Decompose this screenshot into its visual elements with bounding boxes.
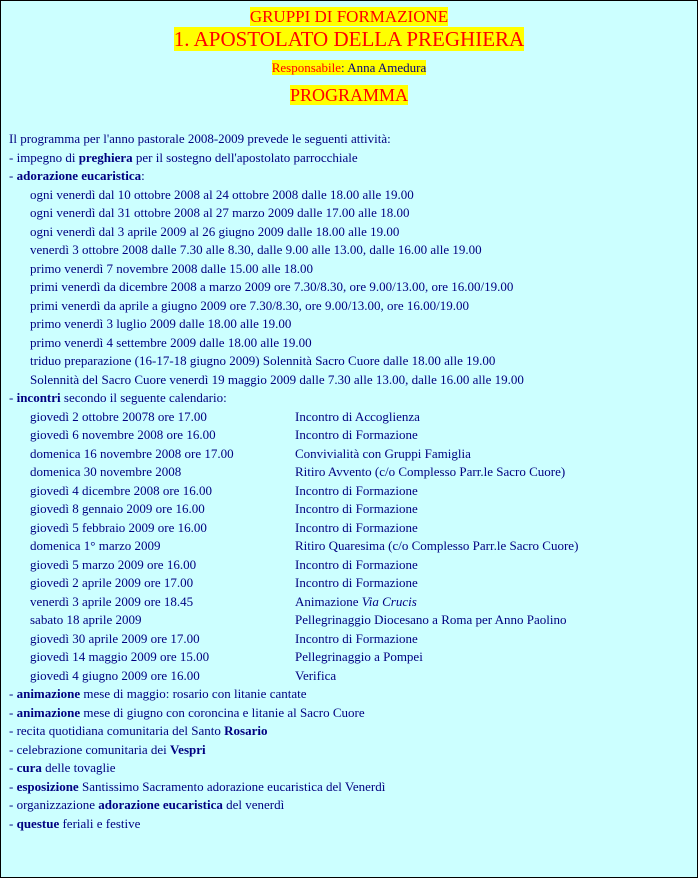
calendar-event-text: Incontro di Formazione [295, 482, 418, 498]
section-title-block [1, 27, 697, 52]
calendar-event-text: Ritiro Avvento (c/o Complesso Parr.le Sacro Cuore) [295, 464, 566, 479]
calendar-event [295, 426, 418, 445]
adorazione-item: ogni venerdì dal 10 ottobre 2008 al 24 ottobre 2008 dalle 18.00 alle 19.00 [30, 186, 414, 202]
activity-bold: questue [16, 815, 60, 831]
activity-pre: - [9, 686, 17, 701]
preghiera-pre: - impegno di [9, 149, 79, 165]
calendar-event [295, 611, 567, 630]
calendar-date: giovedì 4 dicembre 2008 ore 16.00 [30, 482, 212, 498]
activity-item [9, 704, 693, 723]
adorazione-list [9, 186, 693, 390]
group-title: GRUPPI DI FORMAZIONE [249, 7, 449, 26]
calendar-row [9, 648, 693, 667]
calendar-event [295, 648, 423, 667]
calendar-row [9, 556, 693, 575]
activity-bold: Vespri [169, 741, 206, 757]
calendar-event-text: Animazione [295, 593, 362, 609]
calendar-date: domenica 1° marzo 2009 [30, 538, 161, 553]
preghiera-item [9, 149, 693, 168]
intro-text: Il programma per l'anno pastorale 2008-2009 prevede le seguenti attività: [9, 131, 391, 146]
calendar-row [9, 667, 693, 686]
calendar-row [9, 482, 693, 501]
calendar-event [295, 667, 336, 686]
calendar-date: giovedì 5 marzo 2009 ore 16.00 [30, 556, 197, 572]
responsabile-label: Responsabile [271, 60, 342, 75]
calendar-row [9, 500, 693, 519]
calendar-event [295, 630, 418, 649]
activity-post: delle tovaglie [41, 760, 116, 775]
activity-pre: - recita quotidiana comunitaria del Santo [9, 723, 225, 738]
calendar-date: venerdì 3 aprile 2009 ore 18.45 [30, 593, 194, 609]
adorazione-pre: - [9, 168, 17, 183]
calendar-date: domenica 16 novembre 2008 ore 17.00 [30, 445, 234, 461]
calendar-event-text: Incontro di Formazione [295, 519, 418, 535]
calendar-row [9, 630, 693, 649]
responsabile-line [272, 60, 427, 75]
activity-post: del venerdì [222, 797, 285, 812]
activity-pre: - [9, 778, 17, 794]
adorazione-item: primi venerdì da aprile a giugno 2009 ore 7.30/8.30, ore 9.00/13.00, ore 16.00/19.00 [30, 297, 470, 313]
calendar-event [295, 408, 420, 427]
calendar-date: giovedì 2 aprile 2009 ore 17.00 [30, 575, 194, 590]
calendar-event [295, 574, 418, 593]
incontri-heading [9, 389, 693, 408]
calendar-row [9, 593, 693, 612]
responsabile-name: Anna Amedura [344, 60, 427, 75]
activity-pre: - [9, 704, 17, 720]
activity-post: feriali e festive [59, 815, 141, 831]
calendar-row [9, 463, 693, 482]
adorazione-item: primi venerdì da dicembre 2008 a marzo 2009 ore 7.30/8.30, ore 9.00/13.00, ore 16.00/19.00 [30, 279, 514, 294]
activity-post: mese di maggio: rosario con litanie cantate [80, 686, 307, 701]
activity-item [9, 778, 693, 797]
activity-bold: cura [16, 760, 42, 775]
activity-item [9, 685, 693, 704]
activity-post: mese di giugno con coroncina e litanie al Sacro Cuore [80, 704, 365, 720]
calendar-event-text: Verifica [295, 667, 337, 683]
calendar-date: sabato 18 aprile 2009 [30, 612, 142, 627]
activity-item [9, 741, 693, 760]
activity-post: Santissimo Sacramento adorazione eucaristica del Venerdì [78, 778, 386, 794]
programma-title: PROGRAMMA [289, 85, 409, 105]
calendar-event-text: Incontro di Formazione [295, 427, 418, 442]
calendar-row [9, 426, 693, 445]
program-body [9, 130, 693, 833]
adorazione-item: primo venerdì 3 luglio 2009 dalle 18.00 alle 19.00 [30, 316, 292, 331]
activity-bold: animazione [16, 704, 81, 720]
calendar-event-text: Pellegrinaggio Diocesano a Roma per Anno Paolino [295, 612, 567, 627]
activity-bold: adorazione eucaristica [98, 797, 223, 812]
adorazione-bold: adorazione eucaristica [16, 168, 142, 183]
calendar-event [295, 593, 417, 612]
activity-bold: Rosario [224, 723, 268, 738]
activity-pre: - organizzazione [9, 797, 99, 812]
preghiera-post: per il sostegno dell'apostolato parrocchiale [132, 149, 358, 165]
adorazione-item: venerdì 3 ottobre 2008 dalle 7.30 alle 8.30, dalle 9.00 alle 13.00, dalle 16.00 alle 19.00 [30, 242, 482, 257]
calendar-event-text: Incontro di Formazione [295, 630, 418, 646]
calendar-event [295, 556, 418, 575]
calendar-event-text: Incontro di Formazione [295, 556, 418, 572]
preghiera-bold: preghiera [78, 149, 133, 165]
calendar-event [295, 519, 418, 538]
calendar-row [9, 408, 693, 427]
calendar-event [295, 500, 418, 519]
calendar-event [295, 482, 418, 501]
group-title-block [1, 7, 697, 27]
adorazione-item: Solennità del Sacro Cuore venerdì 19 maggio 2009 dalle 7.30 alle 13.00, dalle 16.00 alle 19.00 [30, 371, 524, 387]
responsabile-sep: : [341, 60, 345, 75]
calendar-date: giovedì 2 ottobre 20078 ore 17.00 [30, 408, 207, 424]
calendar-event [295, 463, 565, 482]
activity-bold: animazione [16, 686, 81, 701]
section-title: 1. APOSTOLATO DELLA PREGHIERA [173, 27, 525, 51]
adorazione-heading [9, 167, 693, 186]
programma-title-block [1, 84, 697, 106]
adorazione-item: primo venerdì 7 novembre 2008 dalle 15.00 alle 18.00 [30, 260, 314, 276]
adorazione-item: primo venerdì 4 settembre 2009 dalle 18.00 alle 19.00 [30, 334, 312, 350]
activity-item [9, 815, 693, 834]
incontri-bold: incontri [16, 390, 61, 405]
activity-item [9, 722, 693, 741]
activity-pre: - [9, 815, 17, 831]
activity-item [9, 796, 693, 815]
calendar-date: giovedì 14 maggio 2009 ore 15.00 [30, 649, 210, 664]
incontri-post: secondo il seguente calendario: [60, 390, 227, 405]
other-activities-list [9, 685, 693, 833]
incontri-pre: - [9, 390, 17, 405]
calendar-event-text: Ritiro Quaresima (c/o Complesso Parr.le Sacro Cuore) [295, 538, 579, 553]
calendar-date: giovedì 8 gennaio 2009 ore 16.00 [30, 501, 205, 516]
adorazione-post: : [141, 168, 145, 183]
calendar-event [295, 445, 471, 464]
calendar-event-text: Pellegrinaggio a Pompei [295, 649, 423, 664]
activity-pre: - [9, 760, 17, 775]
adorazione-item: ogni venerdì dal 3 aprile 2009 al 26 giugno 2009 dalle 18.00 alle 19.00 [30, 223, 400, 239]
calendar-row [9, 574, 693, 593]
calendar-date: giovedì 4 giugno 2009 ore 16.00 [30, 667, 200, 683]
calendar-row [9, 445, 693, 464]
calendar-date: domenica 30 novembre 2008 [30, 464, 182, 479]
calendar-event-text: Incontro di Accoglienza [295, 408, 420, 424]
adorazione-item: ogni venerdì dal 31 ottobre 2008 al 27 marzo 2009 dalle 17.00 alle 18.00 [30, 205, 410, 220]
calendar-date: giovedì 6 novembre 2008 ore 16.00 [30, 427, 216, 442]
activity-item [9, 759, 693, 778]
calendar-row [9, 611, 693, 630]
calendar-event-text: Convivialità con Gruppi Famiglia [295, 445, 471, 461]
calendar-event-text: Incontro di Formazione [295, 501, 418, 516]
activity-pre: - celebrazione comunitaria dei [9, 741, 170, 757]
calendar-row [9, 537, 693, 556]
adorazione-item: triduo preparazione (16-17-18 giugno 2009) Solennità Sacro Cuore dalle 18.00 alle 19.00 [30, 353, 496, 368]
calendar-event-text: Incontro di Formazione [295, 575, 418, 590]
calendar-row [9, 519, 693, 538]
incontri-calendar [9, 408, 693, 686]
calendar-event [295, 537, 578, 556]
responsabile-block [1, 60, 697, 76]
calendar-date: giovedì 30 aprile 2009 ore 17.00 [30, 630, 200, 646]
calendar-event-italic: Via Crucis [361, 593, 417, 609]
calendar-date: giovedì 5 febbraio 2009 ore 16.00 [30, 519, 207, 535]
activity-bold: esposizione [16, 778, 79, 794]
